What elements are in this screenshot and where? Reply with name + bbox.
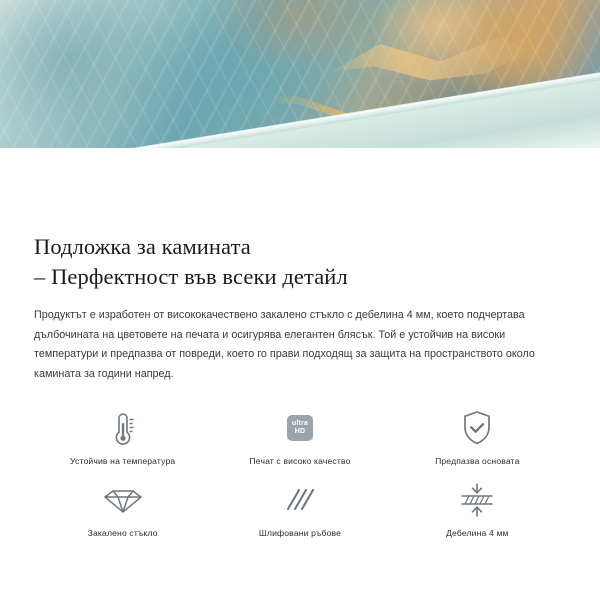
feature-label: Шлифовани ръбове	[258, 528, 342, 538]
polished-edges-icon	[283, 478, 317, 522]
page-title-line-1: Подложка за камината	[34, 234, 251, 259]
page-title-line-2: – Перфектност във всеки детайл	[34, 264, 348, 289]
diamond-icon	[104, 478, 142, 522]
hero-product-image	[0, 0, 600, 218]
feature-item-tempered-glass	[34, 472, 211, 538]
feature-item-polished-edges	[211, 472, 388, 538]
feature-label: Дебелина 4 мм	[446, 528, 509, 538]
feature-grid	[34, 400, 566, 538]
feature-item-surface-protection	[389, 400, 566, 466]
feature-item-thickness	[389, 472, 566, 538]
feature-item-temperature	[34, 400, 211, 466]
ultra-hd-badge-icon	[287, 406, 313, 450]
hero-bottom-fade	[0, 148, 600, 218]
thermometer-icon	[104, 406, 142, 450]
feature-item-print-quality	[211, 400, 388, 466]
page-title	[34, 232, 566, 292]
description-paragraph: Продуктът е изработен от висококачествено закалено стъкло с дебелина 4 мм, което подчертава дълбочината на цветовете на печата и осигурява елегантен блясък. Той е устойчив на високи температури и предпазва от повреди, което го прави подходящ за защита на пространството около камината за години напред.	[34, 309, 535, 380]
shield-check-icon	[460, 406, 494, 450]
ultra-hd-badge-line-1: ultra	[291, 420, 309, 427]
thickness-arrows-icon	[457, 478, 497, 522]
feature-label: Закалено стъкло	[87, 528, 158, 538]
content-area	[0, 232, 600, 538]
feature-label: Устойчив на температура	[70, 456, 176, 466]
ultra-hd-badge-line-2: HD	[294, 428, 306, 435]
feature-label: Печат с високо качество	[249, 456, 351, 466]
feature-label: Предпазва основата	[435, 456, 520, 466]
